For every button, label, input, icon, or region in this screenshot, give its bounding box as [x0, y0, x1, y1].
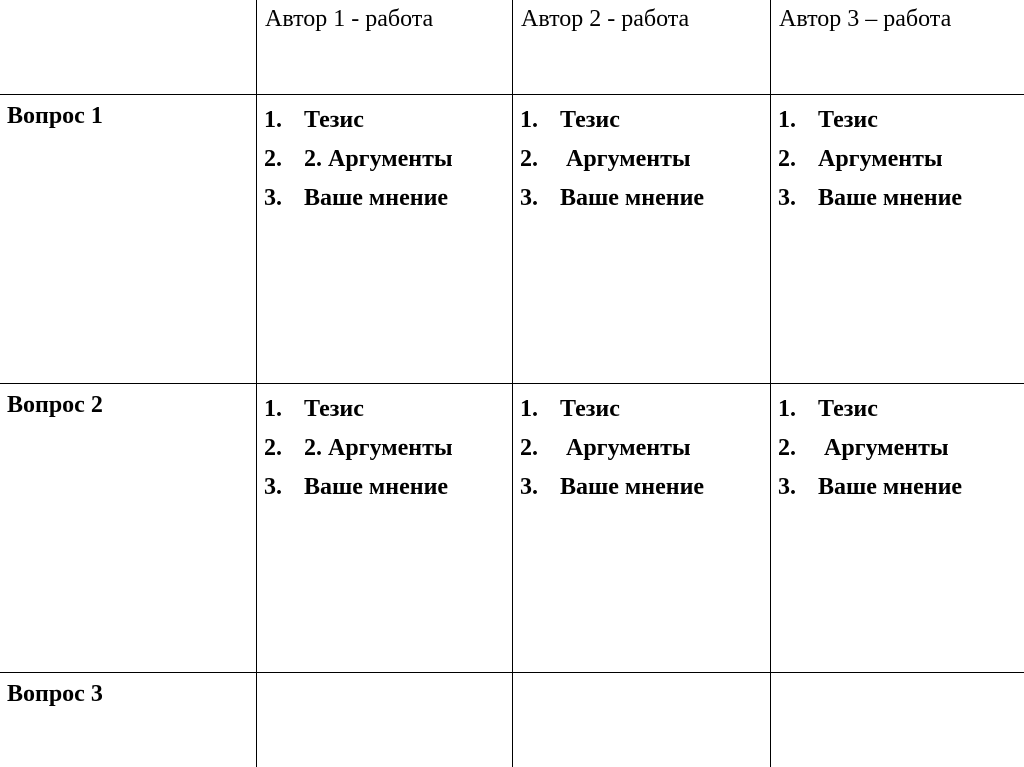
- list-item: 2. Аргументы: [520, 435, 691, 461]
- header-author-2: Автор 2 - работа: [521, 6, 690, 32]
- item-list: [778, 101, 962, 218]
- row-label-question-3: Вопрос 3: [7, 681, 103, 707]
- header-author-3: Автор 3 – работа: [779, 6, 952, 32]
- row-label-cell: [0, 672, 256, 767]
- header-cell-author-3: [770, 0, 1024, 94]
- list-item: 3. Ваше мнение: [520, 474, 705, 500]
- table-cell: [256, 383, 512, 672]
- list-item: 1. Тезис: [264, 107, 364, 133]
- table-cell: [512, 383, 770, 672]
- list-item: 3. Ваше мнение: [778, 474, 963, 500]
- table-cell: [256, 94, 512, 383]
- row-label-cell: [0, 94, 256, 383]
- header-cell-empty: [0, 0, 256, 94]
- list-item: 2. Аргументы: [778, 435, 949, 461]
- list-item: 3. Ваше мнение: [520, 185, 705, 211]
- table-cell: [770, 94, 1024, 383]
- item-list: [778, 390, 962, 507]
- header-cell-author-2: [512, 0, 770, 94]
- list-item: 3. Ваше мнение: [778, 185, 963, 211]
- row-label-cell: [0, 383, 256, 672]
- table-cell: [512, 94, 770, 383]
- item-list: [264, 390, 453, 507]
- item-list: [520, 390, 704, 507]
- list-item: 1. Тезис: [520, 107, 620, 133]
- list-item: 3. Ваше мнение: [264, 474, 449, 500]
- header-author-1: Автор 1 - работа: [265, 6, 434, 32]
- table-cell-empty: [770, 672, 1024, 767]
- list-item: 2. Аргументы: [778, 146, 943, 172]
- table-cell: [770, 383, 1024, 672]
- row-label-question-1: Вопрос 1: [7, 103, 103, 129]
- list-item: 1. Тезис: [520, 396, 620, 422]
- list-item: 1. Тезис: [778, 107, 878, 133]
- item-list: [520, 101, 704, 218]
- list-item: 1. Тезис: [778, 396, 878, 422]
- header-cell-author-1: [256, 0, 512, 94]
- table-cell-empty: [256, 672, 512, 767]
- list-item: 3. Ваше мнение: [264, 185, 449, 211]
- list-item: 2. 2. Аргументы: [264, 146, 453, 172]
- item-list: [264, 101, 453, 218]
- table-cell-empty: [512, 672, 770, 767]
- list-item: 2. Аргументы: [520, 146, 691, 172]
- list-item: 2. 2. Аргументы: [264, 435, 453, 461]
- list-item: 1. Тезис: [264, 396, 364, 422]
- row-label-question-2: Вопрос 2: [7, 392, 103, 418]
